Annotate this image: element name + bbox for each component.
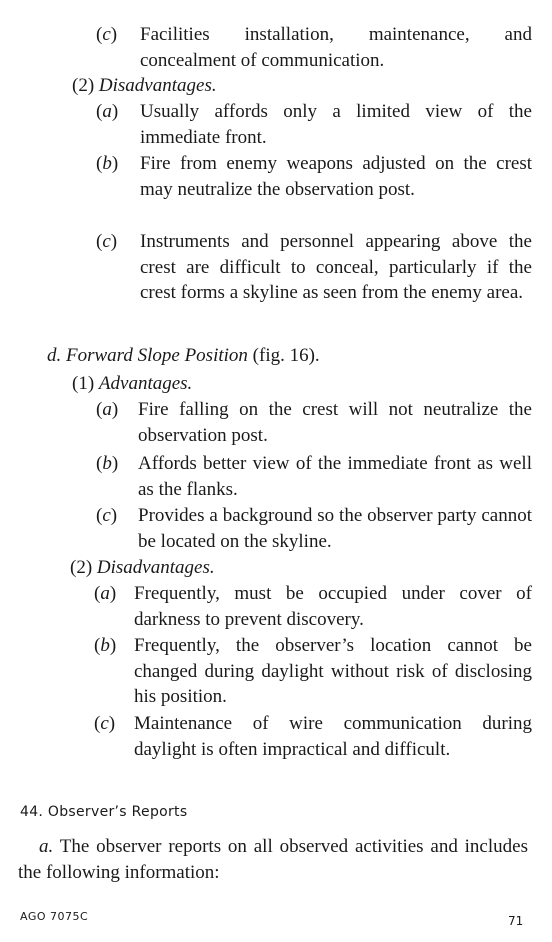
- subsection-heading: [70, 555, 215, 581]
- item-text: Facilities installation, maintenance, and concealment of communication.: [140, 24, 532, 71]
- subsection-number: (1): [72, 373, 95, 394]
- list-item: [96, 22, 532, 73]
- paragraph-letter: a.: [39, 836, 54, 857]
- list-item: [96, 99, 532, 150]
- subsection-number: (2): [70, 557, 93, 578]
- item-text: Fire from enemy weapons adjusted on the crest may neutralize the observation post.: [140, 153, 532, 200]
- figure-reference: (fig. 16).: [252, 345, 320, 366]
- list-item: [96, 503, 532, 554]
- page-number: 71: [508, 914, 524, 928]
- footer-document-code: AGO 7075C: [20, 910, 89, 923]
- item-text: Instruments and personnel appearing above the crest are difficult to conceal, particularly if the crest forms a skyline as seen from the enemy area.: [140, 231, 532, 304]
- body-paragraph: [18, 834, 528, 886]
- subsection-number: (2): [72, 75, 95, 96]
- item-label: (c): [96, 231, 118, 252]
- list-item: [94, 633, 532, 710]
- subsection-heading: [72, 371, 192, 397]
- item-label: (a): [96, 101, 119, 122]
- item-text: Frequently, must be occupied under cover of darkness to prevent discovery.: [134, 583, 532, 630]
- section-title: 44. Observer’s Reports: [20, 804, 188, 820]
- list-item: [94, 711, 532, 762]
- subsection-title: Advantages.: [98, 373, 193, 394]
- item-text: Provides a background so the observer party cannot be located on the skyline.: [138, 505, 532, 552]
- list-item: [96, 229, 532, 306]
- item-text: Frequently, the observer’s location cannot be changed during daylight without risk of disclosing his position.: [134, 635, 532, 708]
- list-item: [96, 151, 532, 202]
- item-label: (a): [96, 399, 119, 420]
- item-label: (a): [94, 583, 117, 604]
- paragraph-heading: [47, 343, 320, 369]
- item-label: (c): [96, 24, 118, 45]
- item-label: (c): [94, 713, 116, 734]
- paragraph-title: Forward Slope Position: [66, 345, 248, 366]
- list-item: [96, 397, 532, 448]
- paragraph-text: The observer reports on all observed activities and includes the following information:: [18, 836, 528, 883]
- item-text: Affords better view of the immediate front as well as the flanks.: [138, 453, 532, 500]
- item-text: Fire falling on the crest will not neutralize the observation post.: [138, 399, 532, 446]
- item-label: (c): [96, 505, 118, 526]
- list-item: [94, 581, 532, 632]
- item-label: (b): [94, 635, 117, 656]
- subsection-heading: [72, 73, 217, 99]
- list-item: [96, 451, 532, 502]
- subsection-title: Disadvantages.: [98, 75, 217, 96]
- subsection-title: Disadvantages.: [96, 557, 215, 578]
- item-label: (b): [96, 153, 119, 174]
- item-text: Maintenance of wire communication during daylight is often impractical and difficult.: [134, 713, 532, 760]
- paragraph-letter: d.: [47, 345, 62, 366]
- item-label: (b): [96, 453, 119, 474]
- item-text: Usually affords only a limited view of the immediate front.: [140, 101, 532, 148]
